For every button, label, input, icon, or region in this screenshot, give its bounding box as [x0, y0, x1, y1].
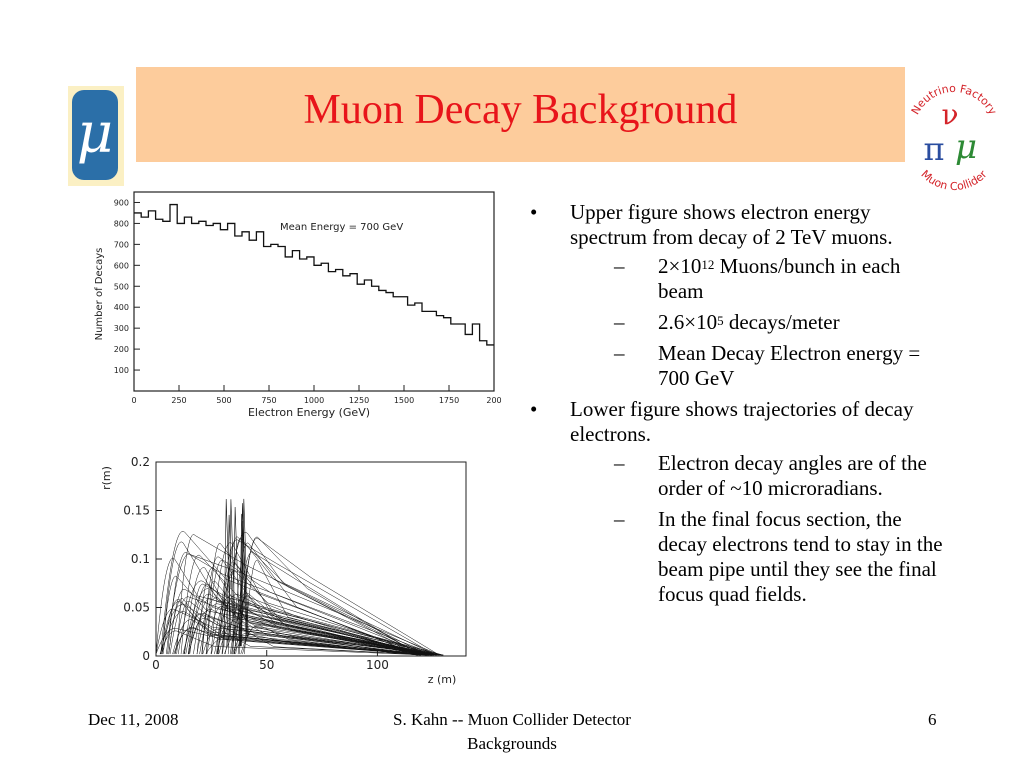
x-axis-label: Electron Energy (GeV) — [247, 406, 371, 419]
y-tick-label: 0.15 — [123, 503, 150, 518]
x-tick-label: 100 — [365, 658, 389, 672]
logo-bottom-text: Muon Collider — [918, 167, 990, 192]
y-tick-label: 0.1 — [130, 552, 150, 566]
neutrino-factory-logo — [900, 80, 1004, 192]
footer-page-number: 6 — [928, 710, 937, 729]
x-tick-label: 0 — [152, 658, 160, 672]
bullet-text: Lower figure shows trajectories of decay electrons. — [570, 397, 914, 446]
y-tick-label: 0 — [142, 649, 150, 663]
x-tick-label: 750 — [261, 396, 277, 405]
x-tick-label: 1500 — [393, 396, 415, 405]
y-tick-label: 0.05 — [123, 600, 150, 615]
title-bar — [136, 67, 905, 162]
y-tick-label: 800 — [113, 219, 129, 229]
footer-title: S. Kahn -- Muon Collider Detector Backgrounds — [393, 710, 631, 753]
x-tick-label: 500 — [216, 396, 232, 405]
mean-energy-annotation: Mean Energy = 700 GeV — [280, 222, 404, 233]
x-tick-label: 200 — [486, 396, 502, 405]
y-tick-label: 200 — [113, 345, 129, 355]
z-axis-label: z (m) — [427, 673, 457, 686]
mu-symbol: μ — [72, 90, 118, 180]
sub-bullet-angles: – Electron decay angles are of the order of ~10 microradians. — [614, 451, 927, 500]
y-tick-label: 500 — [113, 282, 129, 292]
x-tick-label: 1250 — [348, 396, 370, 405]
x-tick-label: 50 — [259, 658, 275, 672]
y-axis-label: Number of Decays — [94, 247, 105, 341]
y-tick-label: 600 — [113, 261, 129, 271]
bullet-lower-figure: • Lower figure shows trajectories of decay electrons. – Electron decay angles are of the order of ~10 microradians. – In the final focus section, the decay electrons tend to stay in the beam pipe until they see the final focus quad fields. — [530, 397, 950, 607]
logo-top-text: Neutrino Factory — [908, 81, 1000, 117]
trajectory-bundle — [156, 499, 444, 655]
x-tick-label: 0 — [131, 396, 137, 405]
sub-bullet-muons: – $2\times 10^{12}$ Muons/bunch in each beam — [614, 254, 901, 303]
x-tick-label: 1750 — [438, 396, 460, 405]
bullet-text: Upper figure shows electron energy spectrum from decay of 2 TeV muons. — [570, 200, 893, 249]
footer-date: Dec 11, 2008 — [88, 710, 179, 729]
y-tick-label: 300 — [113, 324, 129, 334]
sub-bullet-final-focus: – In the final focus section, the decay electrons tend to stay in the beam pipe until they see the final focus quad fields. — [614, 507, 943, 606]
y-tick-label: 0.2 — [130, 455, 150, 469]
y-tick-label: 900 — [113, 198, 129, 208]
muon-logo — [68, 86, 124, 186]
y-tick-label: 400 — [113, 303, 129, 313]
y-tick-label: 100 — [113, 366, 129, 376]
nu-symbol: ν — [941, 98, 959, 131]
bullet-upper-figure: • Upper figure shows electron energy spectrum from decay of 2 TeV muons. – $2\times 10^{12}$ Muons/bunch in each beam – $2.6\times 10^5$ decays/meter – Mean Decay Electron energy = 700 GeV — [530, 200, 950, 391]
bullet-list — [530, 200, 950, 613]
x-tick-label: 1000 — [303, 396, 325, 405]
energy-spectrum-chart — [84, 186, 504, 422]
trajectory-chart — [96, 446, 476, 692]
sub-bullet-mean-energy: – Mean Decay Electron energy = 700 GeV — [614, 341, 921, 390]
r-axis-label: r(m) — [100, 466, 113, 490]
x-tick-label: 250 — [171, 396, 187, 405]
sub-bullet-decays: – $2.6\times 10^5$ decays/meter — [614, 310, 840, 334]
slide-title: Muon Decay Background — [303, 87, 738, 133]
y-tick-label: 700 — [113, 240, 129, 250]
pi-symbol: π — [923, 130, 945, 168]
svg-text:Muon Collider — [918, 167, 989, 192]
mu-green-symbol: μ — [954, 127, 978, 167]
